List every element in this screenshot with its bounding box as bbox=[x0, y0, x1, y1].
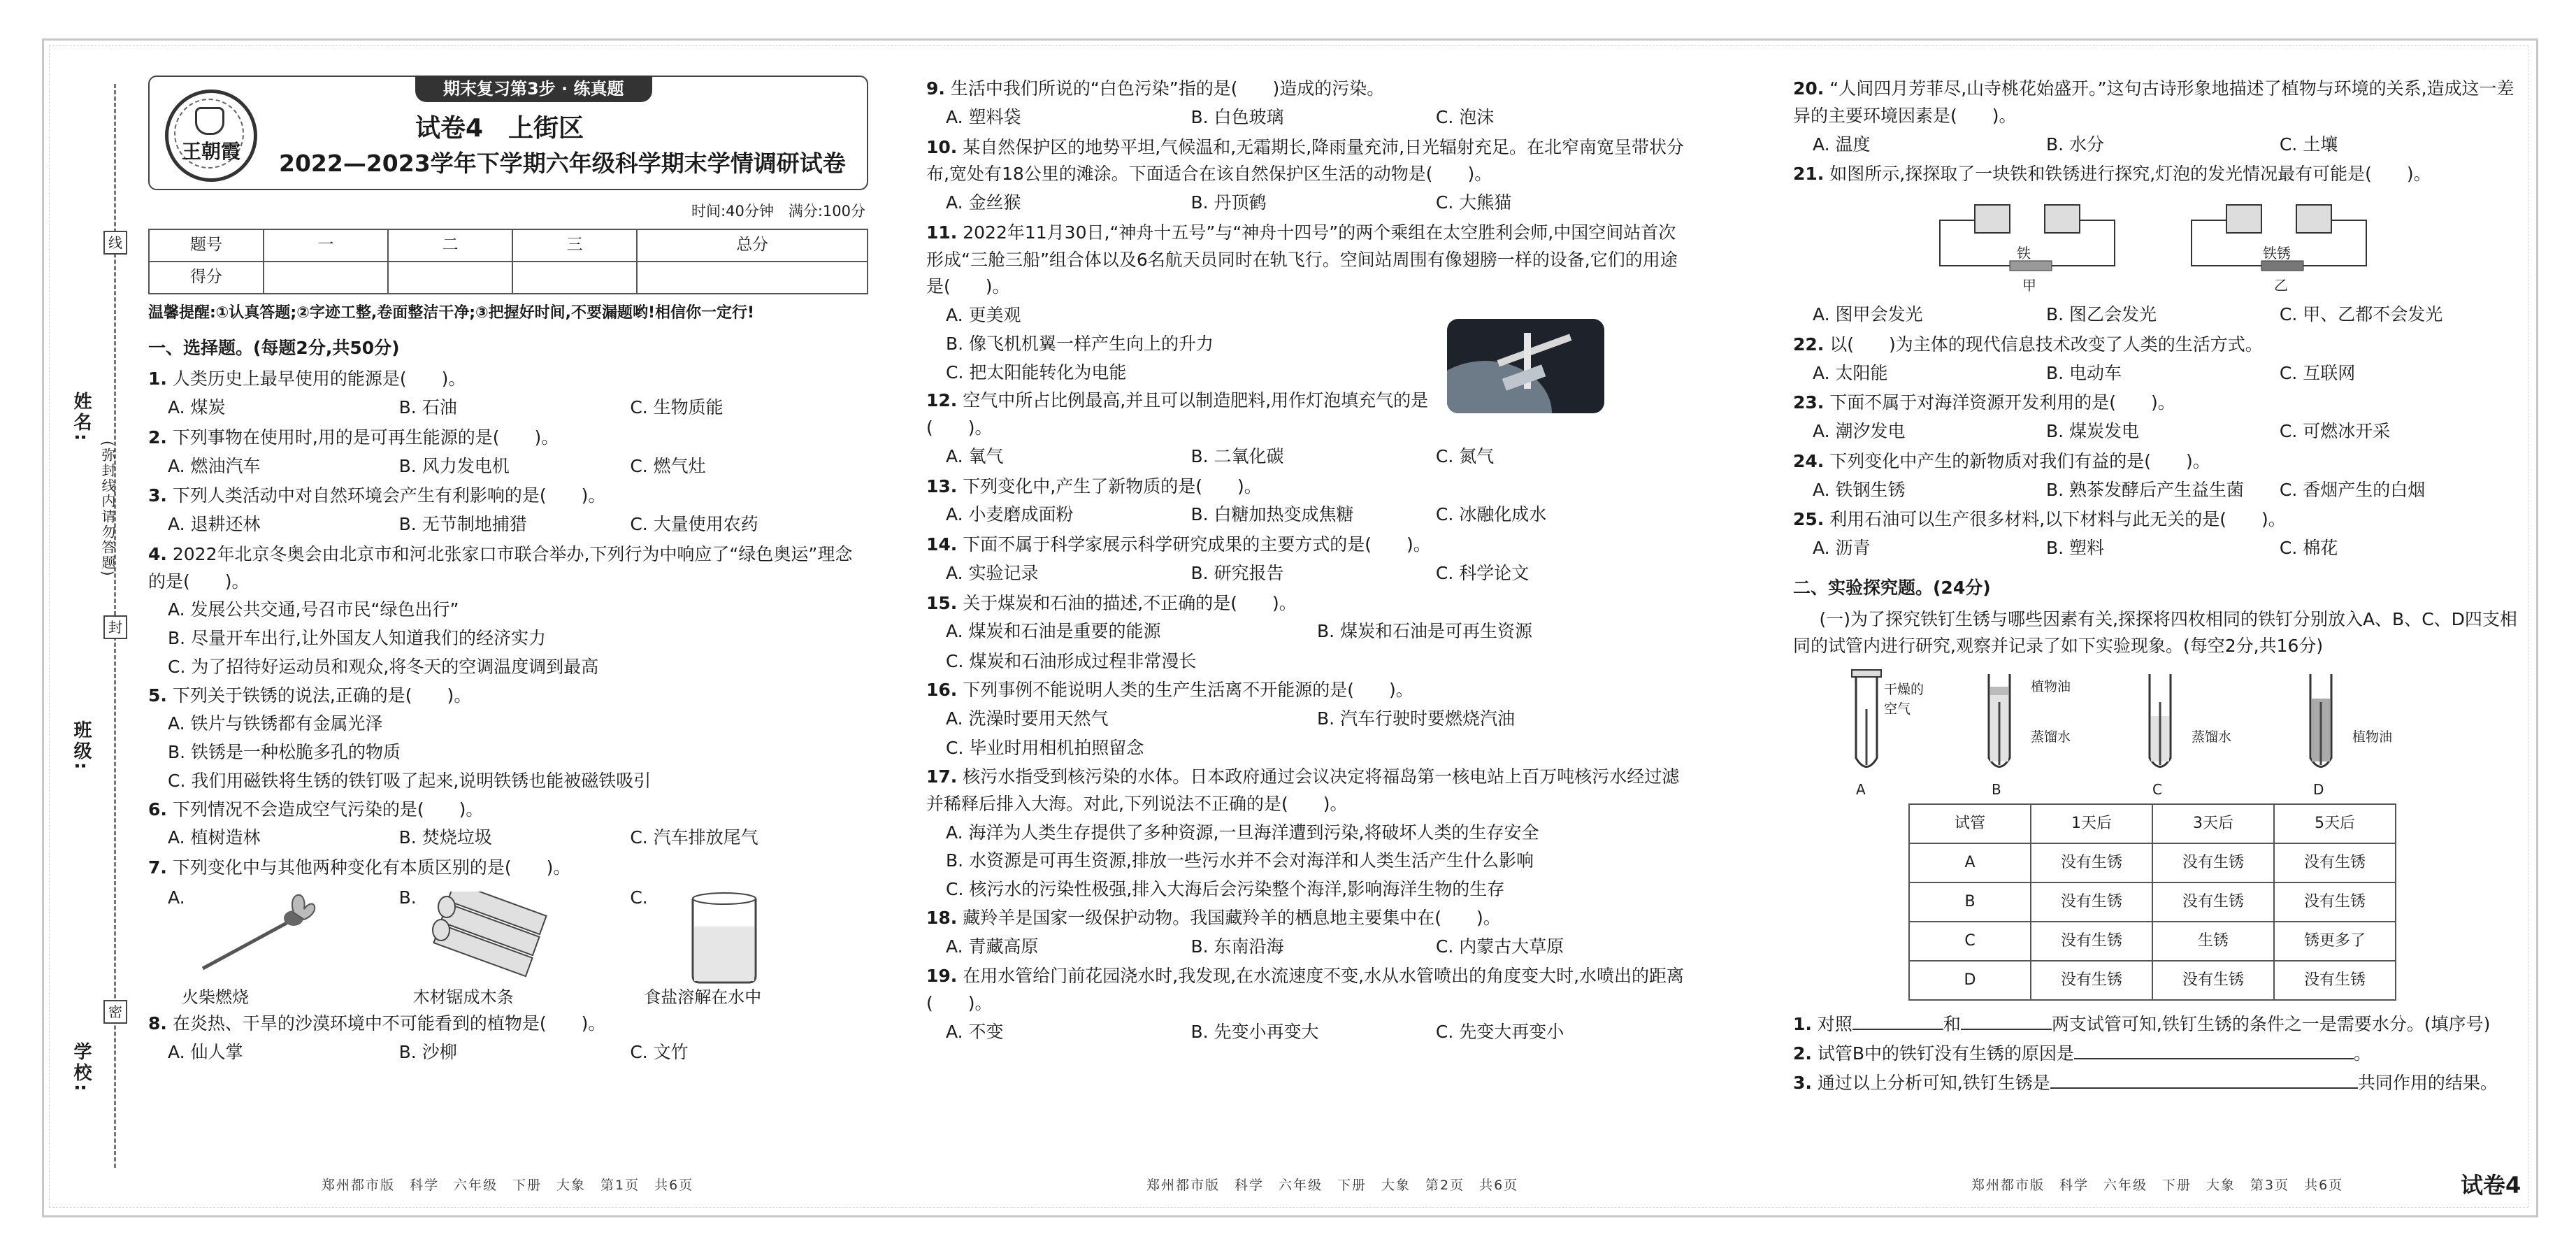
question bbox=[148, 482, 868, 510]
seal-note: (弥封线内请勿答题) bbox=[99, 441, 116, 578]
question-text: 下列情况不会造成空气污染的是( )。 bbox=[172, 799, 484, 820]
question-text: 下列事例不能说明人类的生产生活离不开能源的是( )。 bbox=[963, 679, 1413, 700]
table-cell: 没有生锈 bbox=[2031, 961, 2152, 1000]
exam-subtitle: 2022—2023学年下学期六年级科学期末学情调研试卷 bbox=[279, 150, 846, 177]
tube-note: 植物油 bbox=[2031, 679, 2071, 694]
option: A. 煤炭 bbox=[168, 397, 226, 418]
option: C. 互联网 bbox=[2279, 362, 2356, 383]
option: A. 不变 bbox=[946, 1021, 1004, 1042]
option: C. 生物质能 bbox=[630, 397, 724, 418]
question-text: 下列变化中,产生了新物质的是( )。 bbox=[963, 476, 1262, 496]
question bbox=[926, 134, 1688, 189]
question-number: 18. bbox=[926, 907, 958, 928]
tube-b bbox=[1975, 667, 2136, 796]
match-burning-icon bbox=[189, 892, 329, 989]
question-number: 12. bbox=[926, 390, 958, 411]
option: A. 氧气 bbox=[946, 445, 1004, 466]
option: B. 风力发电机 bbox=[398, 455, 510, 476]
question-text: 。 bbox=[2354, 1043, 2372, 1064]
question-text: 空气中所占比例最高,并且可以制造肥料,用作灯泡填充气的是( )。 bbox=[926, 390, 1429, 438]
option: B. 电动车 bbox=[2045, 362, 2122, 383]
option: B. 尽量开车出行,让外国友人知道我们的经济实力 bbox=[168, 628, 546, 649]
page-1-column bbox=[148, 76, 868, 1166]
question-number: 19. bbox=[926, 966, 958, 987]
question-text: 两支试管可知,铁钉生锈的条件之一是需要水分。(填序号) bbox=[2051, 1014, 2491, 1034]
table-header: 5天后 bbox=[2274, 804, 2396, 843]
question-text: 在炎热、干旱的沙漠环境中不可能看到的植物是( )。 bbox=[172, 1013, 606, 1034]
question-number: 17. bbox=[926, 766, 958, 787]
question-text: 下列变化中产生的新物质对我们有益的是( )。 bbox=[1829, 450, 2210, 471]
school-label: 学校: bbox=[71, 1042, 92, 1094]
option: B. 汽车行驶时要燃烧汽油 bbox=[1317, 708, 1516, 729]
option: C. 我们用磁铁将生锈的铁钉吸了起来,说明铁锈也能被磁铁吸引 bbox=[168, 770, 652, 791]
question-text: 下列变化中与其他两种变化有本质区别的是( )。 bbox=[172, 857, 571, 878]
tube-c bbox=[2136, 667, 2296, 796]
page-footer: 郑州都市版 科学 六年级 下册 大象 第1页 共6页 bbox=[322, 1178, 694, 1193]
question bbox=[148, 1010, 868, 1038]
question-text: 人类历史上最早使用的能源是( )。 bbox=[172, 369, 466, 389]
option: B. 焚烧垃圾 bbox=[398, 827, 492, 848]
fill-question bbox=[1793, 1010, 2520, 1038]
option: C. 氮气 bbox=[1435, 445, 1495, 466]
question-text: 生活中我们所说的“白色污染”指的是( )造成的污染。 bbox=[950, 78, 1385, 99]
option: A. 铁片与铁锈都有金属光泽 bbox=[168, 713, 383, 734]
option: A. 退耕还林 bbox=[168, 514, 261, 535]
question-number: 22. bbox=[1793, 334, 1825, 355]
question-number: 5. bbox=[148, 685, 167, 706]
table-cell: B bbox=[1909, 882, 2031, 922]
question-number: 8. bbox=[148, 1013, 167, 1034]
figure-row bbox=[168, 885, 868, 1010]
table-cell: C bbox=[1909, 922, 2031, 961]
answer-blank[interactable] bbox=[2050, 1069, 2358, 1089]
option: A. 潮汐发电 bbox=[1813, 421, 1906, 441]
question-number: 14. bbox=[926, 534, 958, 555]
question bbox=[926, 531, 1688, 559]
question-text: 某自然保护区的地势平坦,气候温和,无霜期长,降雨量充沛,日光辐射充足。在北窄南宽呈带状分布,宽处有18公里的滩涂。下面适合在该自然保护区生活的动物是( )。 bbox=[926, 136, 1685, 185]
question-text: 下列人类活动中对自然环境会产生有利影响的是( )。 bbox=[172, 485, 606, 506]
class-label: 班级: bbox=[71, 720, 92, 773]
option: B. 塑料 bbox=[2045, 538, 2104, 558]
table-cell: 没有生锈 bbox=[2274, 882, 2396, 922]
question-number: 7. bbox=[148, 857, 167, 878]
table-header: 1天后 bbox=[2031, 804, 2152, 843]
question bbox=[148, 796, 868, 824]
score-table-header: 题号 bbox=[149, 229, 264, 262]
option: A. 太阳能 bbox=[1813, 362, 1888, 383]
question-text: 试管B中的铁钉没有生锈的原因是 bbox=[1817, 1043, 2075, 1064]
question-number: 4. bbox=[148, 543, 167, 564]
score-cell[interactable] bbox=[388, 262, 512, 294]
experiment-intro: (一)为了探究铁钉生锈与哪些因素有关,探探将四枚相同的铁钉分别放入A、B、C、D四支相同的试管内进行研究,观察并记录了如下实验现象。(每空2分,共16分) bbox=[1793, 608, 2517, 657]
fill-question bbox=[1793, 1069, 2520, 1097]
table-cell: 没有生锈 bbox=[2031, 882, 2152, 922]
question-number: 10. bbox=[926, 136, 958, 157]
circuit-label: 乙 bbox=[2274, 277, 2288, 294]
score-table-col: 三 bbox=[512, 229, 637, 262]
question-number: 2. bbox=[148, 427, 167, 448]
table-cell: 没有生锈 bbox=[2152, 843, 2274, 882]
test-tube-figures bbox=[1814, 667, 2520, 796]
wood-figure bbox=[399, 885, 631, 1010]
option: B. 沙柳 bbox=[398, 1041, 457, 1062]
option: A. 仙人掌 bbox=[168, 1041, 243, 1062]
score-table-header: 得分 bbox=[149, 262, 264, 294]
option: A. 更美观 bbox=[946, 305, 1021, 325]
question-text: 下列事物在使用时,用的是可再生能源的是( )。 bbox=[172, 427, 559, 448]
table-row bbox=[1909, 882, 2396, 922]
question-number: 25. bbox=[1793, 509, 1825, 530]
question-text: 共同作用的结果。 bbox=[2357, 1072, 2498, 1093]
score-cell[interactable] bbox=[264, 262, 388, 294]
tube-d bbox=[2296, 667, 2457, 796]
circuit-label: 甲 bbox=[2022, 277, 2036, 294]
seal-char: 密 bbox=[103, 1000, 127, 1024]
option: C. 可燃冰开采 bbox=[2279, 421, 2391, 441]
option: C. 大量使用农药 bbox=[630, 514, 758, 535]
option: A. 发展公共交通,号召市民“绿色出行” bbox=[168, 599, 459, 620]
option: B. 东南沿海 bbox=[1190, 936, 1284, 957]
tip: 温馨提醒:①认真答题;②字迹工整,卷面整洁干净;③把握好时间,不要漏题哟!相信你一定行! bbox=[148, 303, 755, 322]
option: B. 石油 bbox=[398, 397, 457, 418]
option: A. 铁钢生锈 bbox=[1813, 479, 1906, 500]
option: A. 塑料袋 bbox=[946, 106, 1021, 127]
option: B. 水资源是可再生资源,排放一些污水并不会对海洋和人类生活产生什么影响 bbox=[946, 850, 1534, 871]
question bbox=[926, 764, 1688, 818]
tube-letter: B bbox=[1992, 781, 2001, 798]
option: C. 泡沫 bbox=[1435, 106, 1495, 127]
option: A. 实验记录 bbox=[946, 562, 1039, 583]
question-number: 1. bbox=[148, 369, 167, 389]
option: B. 白色玻璃 bbox=[1190, 106, 1284, 127]
question-text: 通过以上分析可知,铁钉生锈是 bbox=[1817, 1072, 2050, 1093]
publisher-logo bbox=[165, 90, 257, 182]
tube-note: 干燥的 bbox=[1884, 682, 1924, 697]
score-table-col: 总分 bbox=[637, 229, 868, 262]
tube-letter: C bbox=[2152, 781, 2162, 798]
question bbox=[926, 963, 1688, 1017]
option: C. 文竹 bbox=[630, 1041, 689, 1062]
option: A. 图甲会发光 bbox=[1813, 304, 1923, 324]
option: C. 科学论文 bbox=[1435, 562, 1530, 583]
option: B. 丹顶鹤 bbox=[1190, 192, 1267, 213]
section-title: 一、选择题。(每题2分,共50分) bbox=[148, 337, 400, 358]
exam-title: 试卷4 上街区 bbox=[415, 114, 584, 143]
table-cell: D bbox=[1909, 961, 2031, 1000]
option: B. 无节制地捕猎 bbox=[398, 514, 527, 535]
option: C. 大熊猫 bbox=[1435, 192, 1512, 213]
option: A. 沥青 bbox=[1813, 538, 1871, 558]
question bbox=[926, 473, 1688, 501]
question-number: 20. bbox=[1793, 78, 1825, 99]
question-text: 藏羚羊是国家一级保护动物。我国藏羚羊的栖息地主要集中在( )。 bbox=[963, 907, 1501, 928]
page-2-column bbox=[926, 76, 1688, 1166]
tube-a bbox=[1814, 667, 1975, 796]
option: A. 金丝猴 bbox=[946, 192, 1021, 213]
score-table-col: 二 bbox=[388, 229, 512, 262]
table-cell: 没有生锈 bbox=[2031, 922, 2152, 961]
name-label: 姓名: bbox=[71, 392, 92, 444]
option: B. 白糖加热变成焦糖 bbox=[1190, 504, 1354, 525]
table-row bbox=[1909, 843, 2396, 882]
table-cell: 没有生锈 bbox=[2274, 961, 2396, 1000]
question-text: 下面不属于对海洋资源开发利用的是( )。 bbox=[1829, 392, 2175, 413]
circuit-label: 铁锈 bbox=[2263, 245, 2291, 262]
question-text: 下列关于铁锈的说法,正确的是( )。 bbox=[172, 685, 472, 706]
question-number: 1. bbox=[1793, 1014, 1812, 1034]
circuit-iron bbox=[1926, 192, 2136, 297]
question-text: 关于煤炭和石油的描述,不正确的是( )。 bbox=[963, 592, 1297, 613]
option: C. 毕业时用相机拍照留念 bbox=[946, 738, 1144, 759]
seal-char: 封 bbox=[103, 615, 127, 639]
option: B. 图乙会发光 bbox=[2045, 304, 2157, 324]
question-number: 3. bbox=[148, 485, 167, 506]
question-text: 对照 bbox=[1817, 1014, 1852, 1034]
table-header: 试管 bbox=[1909, 804, 2031, 843]
circuit-label: 铁 bbox=[2017, 245, 2031, 262]
question bbox=[148, 366, 868, 393]
question-number: 11. bbox=[926, 222, 958, 243]
tube-note: 空气 bbox=[1884, 701, 1911, 717]
stage-tag: 期末复习第3步 · 练真题 bbox=[415, 76, 652, 102]
figure-caption: 食盐溶解在水中 bbox=[644, 987, 762, 1007]
option: C. 煤炭和石油形成过程非常漫长 bbox=[946, 651, 1197, 671]
score-table-col: 一 bbox=[264, 229, 388, 262]
score-cell[interactable] bbox=[512, 262, 637, 294]
question-text: 2022年北京冬奥会由北京市和河北张家口市联合举办,下列行为中响应了“绿色奥运”理念的是( )。 bbox=[148, 543, 853, 592]
question-text: 利用石油可以生产很多材料,以下材料与此无关的是( )。 bbox=[1829, 509, 2286, 530]
exam-header bbox=[148, 76, 868, 190]
table-row bbox=[1909, 922, 2396, 961]
option: A. 燃油汽车 bbox=[168, 455, 261, 476]
table-cell: 生锈 bbox=[2152, 922, 2274, 961]
answer-blank[interactable] bbox=[1852, 1010, 1943, 1030]
option: C. 核污水的污染性极强,排入大海后会污染整个海洋,影响海洋生物的生存 bbox=[946, 879, 1505, 899]
question-number: 13. bbox=[926, 476, 958, 496]
question bbox=[1793, 161, 2520, 188]
question-text: 下面不属于科学家展示科学研究成果的主要方式的是( )。 bbox=[963, 534, 1431, 555]
test-tube-icon bbox=[2136, 667, 2219, 779]
option: C. 冰融化成水 bbox=[1435, 504, 1547, 525]
question-number: 21. bbox=[1793, 164, 1825, 185]
question-text: 在用水管给门前花园浇水时,我发现,在水流速度不变,水从水管喷出的角度变大时,水喷出的距离( )。 bbox=[926, 966, 1685, 1013]
option: B. 二氧化碳 bbox=[1190, 445, 1284, 466]
option: C. bbox=[630, 887, 648, 908]
table-header: 3天后 bbox=[2152, 804, 2274, 843]
question bbox=[1793, 331, 2520, 359]
question-number: 9. bbox=[926, 78, 945, 99]
question bbox=[1793, 448, 2520, 476]
question bbox=[1793, 506, 2520, 534]
table-row bbox=[1909, 961, 2396, 1000]
question bbox=[926, 76, 1688, 103]
circuit-figures bbox=[1793, 192, 2520, 297]
option: C. 土壤 bbox=[2279, 134, 2338, 155]
figure-caption: 火柴燃烧 bbox=[182, 987, 249, 1007]
question-number: 6. bbox=[148, 799, 167, 820]
table-cell: 没有生锈 bbox=[2031, 843, 2152, 882]
option: A. bbox=[168, 887, 185, 908]
question-text: “人间四月芳菲尽,山寺桃花始盛开。”这句古诗形象地描述了植物与环境的关系,造成这一差异的主要环境因素是( )。 bbox=[1793, 78, 2514, 126]
logo-text: 王朝霞 bbox=[181, 140, 240, 163]
table-cell: 没有生锈 bbox=[2274, 843, 2396, 882]
option: C. 把太阳能转化为电能 bbox=[946, 362, 1127, 383]
table-cell: 没有生锈 bbox=[2152, 882, 2274, 922]
answer-blank[interactable] bbox=[2074, 1040, 2354, 1059]
salt-figure bbox=[630, 885, 861, 1010]
seal-char: 线 bbox=[103, 231, 127, 255]
option: C. 甲、乙都不会发光 bbox=[2279, 304, 2443, 324]
observation-table bbox=[1908, 803, 2396, 1001]
question bbox=[1793, 76, 2520, 130]
question bbox=[148, 682, 868, 710]
option: C. 香烟产生的白烟 bbox=[2279, 479, 2426, 500]
page-footer: 郑州都市版 科学 六年级 下册 大象 第2页 共6页 bbox=[1146, 1178, 1519, 1193]
page-footer: 郑州都市版 科学 六年级 下册 大象 第3页 共6页 bbox=[1971, 1178, 2344, 1193]
option: B. 水分 bbox=[2045, 134, 2104, 155]
question bbox=[148, 855, 868, 882]
option: B. 煤炭发电 bbox=[2045, 421, 2139, 441]
question-number: 3. bbox=[1793, 1072, 1812, 1093]
tube-note: 蒸馏水 bbox=[2031, 729, 2071, 745]
section-title: 二、实验探究题。(24分) bbox=[1793, 577, 1991, 598]
score-cell[interactable] bbox=[637, 262, 868, 294]
match-figure bbox=[168, 885, 399, 1010]
question bbox=[148, 541, 868, 596]
answer-blank[interactable] bbox=[1961, 1010, 2052, 1030]
time-and-score: 时间:40分钟 满分:100分 bbox=[691, 203, 865, 220]
question-number: 23. bbox=[1793, 392, 1825, 413]
table-cell: A bbox=[1909, 843, 2031, 882]
option: B. 先变小再变大 bbox=[1190, 1021, 1319, 1042]
option: C. 内蒙古大草原 bbox=[1435, 936, 1564, 957]
tube-letter: D bbox=[2313, 781, 2324, 798]
question bbox=[926, 905, 1688, 932]
option: A. 煤炭和石油是重要的能源 bbox=[946, 621, 1161, 642]
option: C. 为了招待好运动员和观众,将冬天的空调温度调到最高 bbox=[168, 656, 599, 677]
table-cell: 没有生锈 bbox=[2152, 961, 2274, 1000]
option: C. 棉花 bbox=[2279, 538, 2338, 558]
question-text: 如图所示,探探取了一块铁和铁锈进行探究,灯泡的发光情况最有可能是( )。 bbox=[1829, 164, 2431, 185]
option: B. bbox=[398, 887, 417, 908]
question-text: 以( )为主体的现代信息技术改变了人类的生活方式。 bbox=[1829, 334, 2263, 355]
question bbox=[926, 590, 1688, 617]
option: B. 研究报告 bbox=[1190, 562, 1284, 583]
question-text: 和 bbox=[1943, 1014, 1961, 1034]
question-text: 2022年11月30日,“神舟十五号”与“神舟十四号”的两个乘组在太空胜利会师,中国空间站首次形成“三舱三船”组合体以及6名航天员同时在轨飞行。空间站周围有像翅膀一样的设备,它们的用途是( )。 bbox=[926, 222, 1678, 297]
option: A. 温度 bbox=[1813, 134, 1871, 155]
option: A. 海洋为人类生存提供了多种资源,一旦海洋遭到污染,将破坏人类的生存安全 bbox=[946, 822, 1539, 843]
question-text: 核污水指受到核污染的水体。日本政府通过会议决定将福岛第一核电站上百万吨核污水经过滤并稀释后排入大海。对此,下列说法不正确的是( )。 bbox=[926, 766, 1680, 814]
test-tube-icon bbox=[2296, 667, 2380, 779]
question bbox=[926, 677, 1688, 704]
option: A. 洗澡时要用天然气 bbox=[946, 708, 1109, 729]
option: B. 熟茶发酵后产生益生菌 bbox=[2045, 479, 2244, 500]
question bbox=[1793, 389, 2520, 417]
page-3-column bbox=[1793, 76, 2520, 1166]
tube-note: 植物油 bbox=[2352, 729, 2393, 745]
question-number: 2. bbox=[1793, 1043, 1812, 1064]
option: B. 像飞机机翼一样产生向上的升力 bbox=[946, 333, 1214, 354]
option: C. 燃气灶 bbox=[630, 455, 706, 476]
option: A. 小麦磨成面粉 bbox=[946, 504, 1074, 525]
option: B. 煤炭和石油是可再生资源 bbox=[1317, 621, 1533, 642]
question bbox=[926, 220, 1688, 301]
tube-note: 蒸馏水 bbox=[2192, 729, 2232, 745]
option: B. 铁锈是一种松脆多孔的物质 bbox=[168, 742, 401, 763]
figure-caption: 木材锯成木条 bbox=[412, 987, 514, 1007]
circuit-rust bbox=[2178, 192, 2387, 297]
space-station-photo bbox=[1447, 319, 1604, 413]
table-cell: 锈更多了 bbox=[2274, 922, 2396, 961]
option: A. 青藏高原 bbox=[946, 936, 1039, 957]
paper-number: 试卷4 bbox=[2461, 1172, 2521, 1199]
wood-logs-icon bbox=[420, 892, 560, 989]
option: C. 先变大再变小 bbox=[1435, 1021, 1564, 1042]
question bbox=[148, 424, 868, 452]
option: A. 植树造林 bbox=[168, 827, 261, 848]
question-number: 24. bbox=[1793, 450, 1825, 471]
fill-question bbox=[1793, 1040, 2520, 1068]
beaker-icon bbox=[672, 892, 777, 989]
score-table bbox=[148, 229, 868, 294]
tube-letter: A bbox=[1856, 781, 1866, 798]
question-number: 16. bbox=[926, 679, 958, 700]
question-number: 15. bbox=[926, 592, 958, 613]
option: C. 汽车排放尾气 bbox=[630, 827, 758, 848]
